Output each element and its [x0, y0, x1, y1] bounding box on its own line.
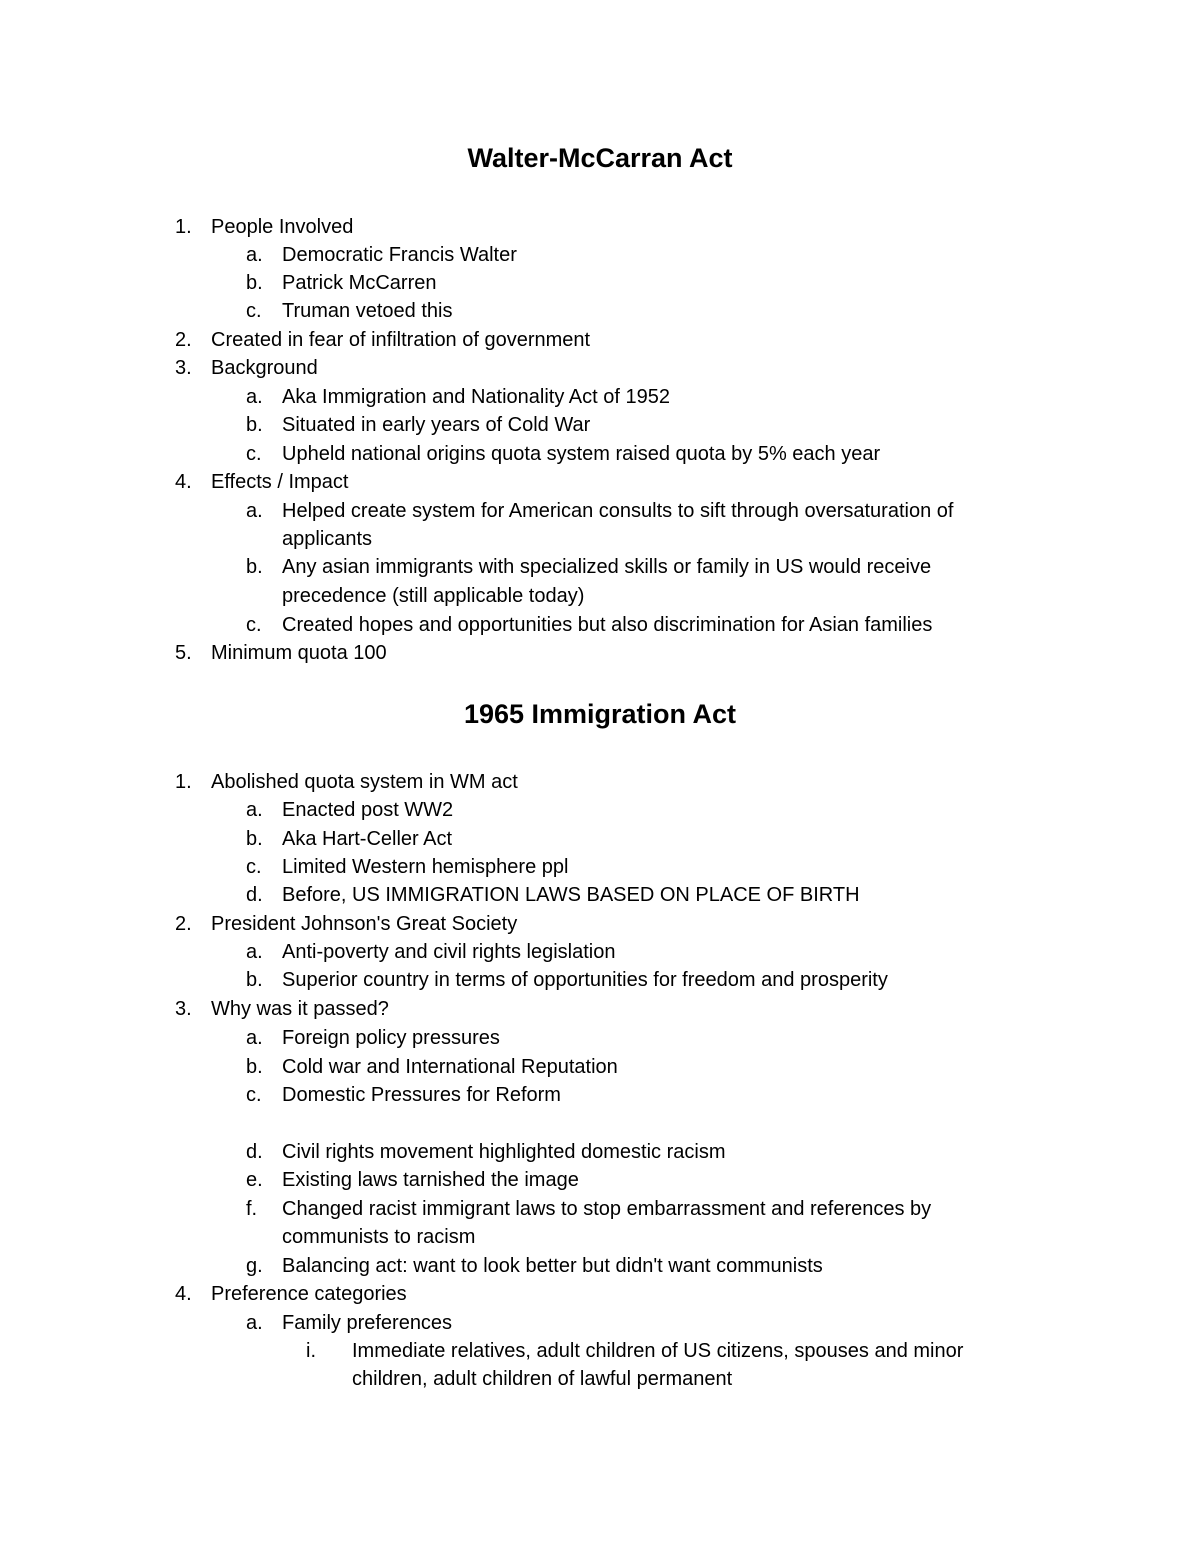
- list-item-text: Created in fear of infiltration of government: [211, 329, 591, 351]
- list-marker: a.: [246, 244, 263, 266]
- list-marker: d.: [246, 884, 263, 906]
- list-item-text: President Johnson's Great Society: [211, 913, 518, 935]
- list-marker: a.: [246, 386, 263, 408]
- section-title: 1965 Immigration Act: [463, 699, 737, 729]
- list-marker: a.: [246, 500, 263, 522]
- list-item-text: Any asian immigrants with specialized skills or family in US would receive: [282, 556, 932, 578]
- list-item-text: Immediate relatives, adult children of US citizens, spouses and minor: [352, 1340, 964, 1362]
- list-marker: 5.: [175, 642, 192, 664]
- list-item-text: Abolished quota system in WM act: [211, 771, 518, 793]
- list-item-text: Domestic Pressures for Reform: [282, 1084, 561, 1106]
- list-marker: b.: [246, 556, 263, 578]
- list-marker: b.: [246, 969, 263, 991]
- list-item-text: Democratic Francis Walter: [282, 244, 517, 266]
- list-item-text: Preference categories: [211, 1283, 407, 1305]
- list-marker: i.: [306, 1340, 316, 1362]
- list-marker: b.: [246, 414, 263, 436]
- list-item-text: Balancing act: want to look better but didn't want communists: [282, 1255, 823, 1277]
- section-title: Walter-McCarran Act: [467, 143, 733, 173]
- list-item-text: Before, US IMMIGRATION LAWS BASED ON PLACE OF BIRTH: [282, 884, 860, 906]
- list-marker: f.: [246, 1198, 258, 1220]
- list-item-text: People Involved: [211, 216, 354, 238]
- list-item-text: Enacted post WW2: [282, 799, 454, 821]
- list-item-text: Effects / Impact: [211, 471, 349, 493]
- list-marker: 2.: [175, 329, 192, 351]
- list-marker: 3.: [175, 357, 192, 379]
- list-item-text: Limited Western hemisphere ppl: [282, 856, 569, 878]
- list-item-text: Aka Hart-Celler Act: [282, 828, 453, 850]
- list-marker: c.: [246, 300, 262, 322]
- list-item-text: Superior country in terms of opportunities for freedom and prosperity: [282, 969, 888, 991]
- list-marker: b.: [246, 1056, 263, 1078]
- list-marker: 4.: [175, 1283, 192, 1305]
- list-marker: c.: [246, 856, 262, 878]
- list-item-text: Changed racist immigrant laws to stop embarrassment and references by: [282, 1198, 932, 1220]
- list-item-text: Situated in early years of Cold War: [282, 414, 591, 436]
- list-item-text: Foreign policy pressures: [282, 1027, 500, 1049]
- list-item-text: Helped create system for American consults to sift through oversaturation of: [282, 500, 954, 522]
- list-item-text: Family preferences: [282, 1312, 453, 1334]
- list-item-text: Truman vetoed this: [282, 300, 453, 322]
- list-item-text: Existing laws tarnished the image: [282, 1169, 579, 1191]
- list-marker: a.: [246, 941, 263, 963]
- list-item-text: Why was it passed?: [211, 998, 389, 1020]
- list-item-text: Civil rights movement highlighted domestic racism: [282, 1141, 726, 1163]
- list-marker: 1.: [175, 771, 192, 793]
- list-item-text: Aka Immigration and Nationality Act of 1952: [282, 386, 670, 408]
- list-item-text: children, adult children of lawful permanent: [352, 1368, 733, 1390]
- list-item-text: Background: [211, 357, 318, 379]
- list-marker: c.: [246, 614, 262, 636]
- list-marker: a.: [246, 799, 263, 821]
- list-marker: a.: [246, 1027, 263, 1049]
- list-marker: 2.: [175, 913, 192, 935]
- list-item-text: Cold war and International Reputation: [282, 1056, 618, 1078]
- list-marker: g.: [246, 1255, 263, 1277]
- list-marker: 4.: [175, 471, 192, 493]
- list-marker: b.: [246, 272, 263, 294]
- list-marker: e.: [246, 1169, 263, 1191]
- list-item-text: Created hopes and opportunities but also discrimination for Asian families: [282, 614, 933, 636]
- list-marker: c.: [246, 443, 262, 465]
- list-marker: 1.: [175, 216, 192, 238]
- list-marker: 3.: [175, 998, 192, 1020]
- list-item-text: applicants: [282, 528, 373, 550]
- list-marker: d.: [246, 1141, 263, 1163]
- list-item-text: communists to racism: [282, 1226, 476, 1248]
- list-marker: a.: [246, 1312, 263, 1334]
- list-marker: c.: [246, 1084, 262, 1106]
- list-item-text: precedence (still applicable today): [282, 585, 585, 607]
- list-item-text: Minimum quota 100: [211, 642, 387, 664]
- list-item-text: Patrick McCarren: [282, 272, 437, 294]
- list-item-text: Anti-poverty and civil rights legislation: [282, 941, 616, 963]
- list-item-text: Upheld national origins quota system raised quota by 5% each year: [282, 443, 881, 465]
- list-marker: b.: [246, 828, 263, 850]
